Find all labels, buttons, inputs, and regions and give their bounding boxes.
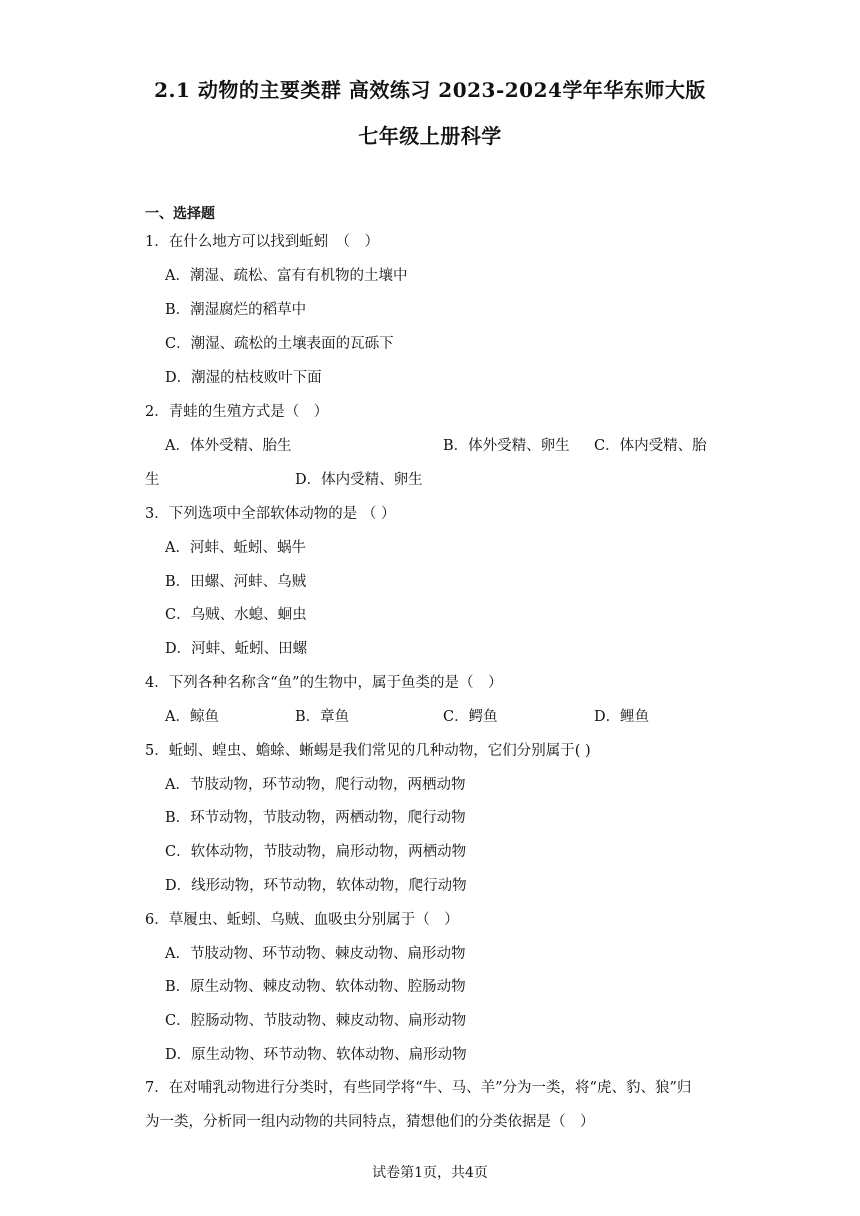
question-1: 1．在什么地方可以找到蚯蚓 （ ） bbox=[145, 234, 379, 250]
q1-option-c: C．潮湿、疏松的土壤表面的瓦砾下 bbox=[165, 336, 394, 352]
q2-option-d: D．体内受精、卵生 bbox=[295, 472, 423, 488]
q5-option-a: A．节肢动物，环节动物，爬行动物，两栖动物 bbox=[165, 777, 466, 793]
q4-option-a: A．鲸鱼 bbox=[165, 709, 219, 725]
q3-option-b: B．田螺、河蚌、乌贼 bbox=[165, 574, 307, 590]
q5-option-d: D．线形动物，环节动物，软体动物，爬行动物 bbox=[165, 878, 467, 894]
title-line-1: 2.1 动物的主要类群 高效练习 2023-2024学年华东师大版 bbox=[154, 78, 706, 102]
title-line-2: 七年级上册科学 bbox=[358, 124, 502, 148]
q2-option-c: C．体内受精、胎 bbox=[594, 438, 707, 454]
question-7: 7．在对哺乳动物进行分类时，有些同学将“牛、马、羊”分为一类，将“虎、豹、狼”归 bbox=[145, 1080, 692, 1096]
q6-option-d: D．原生动物、环节动物、软体动物、扁形动物 bbox=[165, 1047, 467, 1063]
q2-option-b: B．体外受精、卵生 bbox=[443, 438, 570, 454]
q2-option-a: A．体外受精、胎生 bbox=[165, 438, 292, 454]
q1-option-d: D．潮湿的枯枝败叶下面 bbox=[165, 370, 322, 386]
q5-option-c: C．软体动物，节肢动物，扁形动物，两栖动物 bbox=[165, 844, 467, 860]
q4-option-d: D．鲤鱼 bbox=[594, 709, 650, 725]
question-7-cont: 为一类，分析同一组内动物的共同特点，猜想他们的分类依据是（ ） bbox=[145, 1114, 595, 1130]
q3-option-c: C．乌贼、水螅、蛔虫 bbox=[165, 607, 307, 623]
q5-option-b: B．环节动物，节肢动物，两栖动物，爬行动物 bbox=[165, 810, 466, 826]
q4-option-b: B．章鱼 bbox=[295, 709, 350, 725]
question-2: 2．青蛙的生殖方式是（ ） bbox=[145, 404, 329, 420]
question-5: 5．蚯蚓、蝗虫、蟾蜍、蜥蜴是我们常见的几种动物，它们分别属于( ) bbox=[145, 743, 591, 759]
question-3: 3．下列选项中全部软体动物的是 （ ） bbox=[145, 506, 396, 522]
q2-option-c-wrap: 生 bbox=[145, 472, 160, 488]
q6-option-c: C．腔肠动物、节肢动物、棘皮动物、扁形动物 bbox=[165, 1013, 467, 1029]
q1-option-a: A．潮湿、疏松、富有有机物的土壤中 bbox=[165, 268, 408, 284]
question-4: 4．下列各种名称含“鱼”的生物中，属于鱼类的是（ ） bbox=[145, 675, 503, 691]
question-6: 6．草履虫、蚯蚓、乌贼、血吸虫分别属于（ ） bbox=[145, 912, 459, 928]
q4-option-c: C．鳄鱼 bbox=[443, 709, 498, 725]
q3-option-d: D．河蚌、蚯蚓、田螺 bbox=[165, 641, 308, 657]
q6-option-a: A．节肢动物、环节动物、棘皮动物、扁形动物 bbox=[165, 946, 466, 962]
section-title: 一、选择题 bbox=[145, 206, 215, 222]
q1-option-b: B．潮湿腐烂的稻草中 bbox=[165, 302, 307, 318]
q3-option-a: A．河蚌、蚯蚓、蜗牛 bbox=[165, 540, 306, 556]
q6-option-b: B．原生动物、棘皮动物、软体动物、腔肠动物 bbox=[165, 979, 466, 995]
page-footer: 试卷第1页，共4页 bbox=[372, 1165, 488, 1181]
